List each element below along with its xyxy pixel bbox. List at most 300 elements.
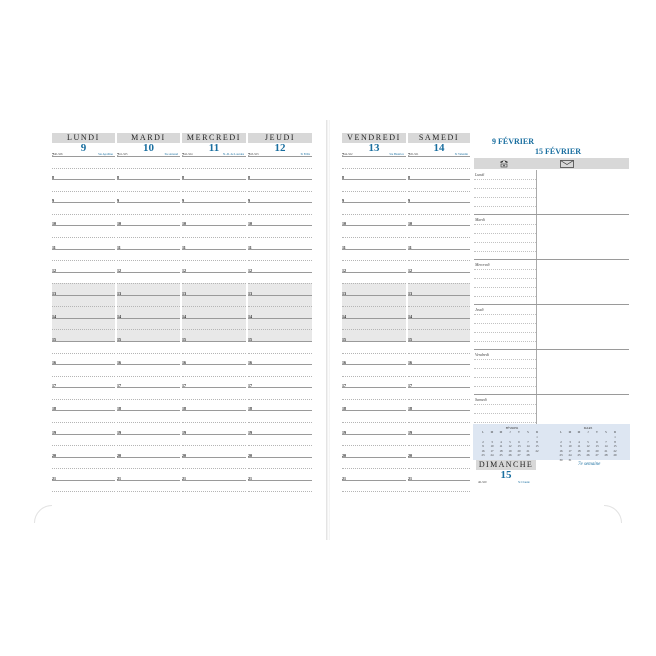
week-end-date: 15 FÉVRIER [535,147,582,156]
mini-calendar-day: 11 [577,444,581,448]
half-hour-line[interactable] [182,283,246,284]
lunch-band [117,283,180,341]
mini-calendar-weekday: M [499,430,503,434]
day-ordinal: 45-321 [410,152,419,156]
hour-label: 19 [117,429,121,435]
hour-label: 11 [52,244,56,250]
hour-label: 7 [117,152,119,157]
hour-label: 15 [117,337,121,342]
hour-label: 12 [408,267,412,273]
mini-calendar-day: 19 [586,448,590,453]
hour-label: 18 [52,406,56,412]
hour-line[interactable] [182,202,246,203]
mini-calendar-day: 17 [490,448,494,453]
mini-calendar-weekday: S [605,430,607,434]
half-hour-line[interactable] [248,491,312,492]
half-hour-line[interactable] [52,329,115,330]
mini-calendar-day: 6 [518,439,520,444]
hour-label: 7 [52,152,54,157]
hour-line[interactable] [248,225,312,226]
mini-calendar-day: 11 [499,444,503,448]
mini-calendar-day: 16 [559,448,563,453]
hour-label: 12 [117,267,121,273]
mini-calendar-day: 9 [560,444,562,448]
mini-calendar-weekday: M [568,430,572,434]
hour-label: 12 [182,267,186,273]
hour-line[interactable] [182,156,246,157]
day-name: LUNDI [67,133,100,142]
hour-line[interactable] [182,225,246,226]
hour-line[interactable] [117,272,180,273]
note-line [474,341,536,342]
hour-label: 13 [52,290,56,296]
saint-name: St Félix [300,152,310,156]
hour-label: 10 [342,221,346,227]
half-hour-line[interactable] [248,283,312,284]
half-hour-line[interactable] [52,491,115,492]
hour-label: 20 [182,452,186,458]
note-day-label: Samedi [475,397,487,402]
mini-calendar-week [479,453,549,458]
note-block[interactable] [474,305,629,350]
note-line [474,368,536,369]
mini-calendar-day: 13 [517,444,521,448]
hour-line[interactable] [52,341,115,342]
hour-label: 15 [182,337,186,342]
hour-label: 21 [52,475,56,481]
note-line [474,377,536,378]
half-hour-line[interactable] [182,422,246,423]
mini-calendar-day: 12 [586,444,590,448]
hour-line[interactable] [248,387,312,388]
hour-line[interactable] [117,387,180,388]
hour-line[interactable] [117,457,180,458]
mini-calendar-day: 20 [517,448,521,453]
mini-calendar-day: 25 [577,453,581,457]
mini-calendar-day: 5 [587,439,589,444]
hour-line[interactable] [248,341,312,342]
hour-line[interactable] [248,410,312,411]
mini-calendar-day: 26 [586,453,590,457]
hour-line[interactable] [248,434,312,435]
half-hour-line[interactable] [52,191,115,192]
half-hour-line[interactable] [182,191,246,192]
mini-calendar-day: 9 [482,444,484,448]
mini-calendar-day: 5 [509,439,511,444]
note-block[interactable] [474,350,629,395]
week-start-date: 9 FÉVRIER [492,137,535,146]
hour-line[interactable] [182,318,246,319]
mini-calendar-day: 3 [491,439,493,444]
half-hour-line[interactable] [248,353,312,354]
hour-line[interactable] [248,364,312,365]
half-hour-line[interactable] [117,399,180,400]
mini-calendar-weekday: D [613,430,617,434]
hour-line[interactable] [182,272,246,273]
half-hour-line[interactable] [52,468,115,469]
half-hour-line[interactable] [52,306,115,307]
hour-line[interactable] [248,457,312,458]
side-panel [328,0,656,656]
hour-label: 16 [117,360,121,366]
mini-calendar-day: 28 [526,453,530,457]
hour-line[interactable] [182,295,246,296]
mini-calendar-day: 10 [490,444,494,448]
half-hour-line[interactable] [248,468,312,469]
mini-calendar-day: 4 [578,439,580,444]
hour-label: 7 [182,152,184,157]
hour-label: 13 [248,290,252,296]
hour-line[interactable] [52,318,115,319]
day-number: 14 [433,142,445,154]
note-day-label: Lundi [475,172,485,177]
hour-line[interactable] [52,179,115,180]
mini-calendar-day: 2 [482,439,484,444]
day-ordinal: 40-326 [54,152,63,156]
mini-calendar-weekday: M [577,430,581,434]
mini-calendar-day: 7 [527,439,529,444]
mini-calendar-day: 28 [604,453,608,457]
mini-calendar-day: 1 [614,435,616,439]
hour-line[interactable] [248,179,312,180]
note-line [474,251,536,252]
mini-calendar-day: 31 [568,457,572,462]
half-hour-line[interactable] [248,191,312,192]
mini-calendar-day: 23 [481,453,485,457]
hour-line[interactable] [52,156,115,157]
hour-label: 17 [408,383,412,389]
hour-line[interactable] [248,295,312,296]
hour-line[interactable] [52,364,115,365]
hour-line[interactable] [52,410,115,411]
note-line [474,314,536,315]
hour-label: 9 [342,198,344,204]
hour-line[interactable] [117,341,180,342]
day-ordinal: 43-323 [250,152,259,156]
day-ordinal: 44-322 [344,152,353,156]
half-hour-line[interactable] [117,237,180,238]
mini-calendar-day: 15 [613,444,617,448]
half-hour-line[interactable] [248,168,312,169]
note-day-label: Mardi [475,217,485,222]
half-hour-line[interactable] [248,214,312,215]
hour-line[interactable] [117,225,180,226]
mini-calendar-day: 14 [604,444,608,448]
note-line [474,404,536,405]
mini-calendar-day: 13 [595,444,599,448]
day-number: 13 [368,142,380,154]
hour-label: 15 [408,337,412,342]
half-hour-line[interactable] [52,422,115,423]
note-line [474,359,536,360]
hour-line[interactable] [248,480,312,481]
hour-label: 16 [182,360,186,366]
hour-label: 14 [182,313,186,319]
hour-line[interactable] [248,156,312,157]
note-line [474,296,536,297]
hour-label: 19 [182,429,186,435]
note-block[interactable] [474,170,629,215]
mini-calendar-day: 29 [613,453,617,457]
hour-label: 11 [408,244,412,250]
hour-line[interactable] [182,457,246,458]
day-number: 9 [80,142,87,154]
note-line [474,269,536,270]
hour-line[interactable] [182,410,246,411]
hour-line[interactable] [117,249,180,250]
half-hour-line[interactable] [117,329,180,330]
half-hour-line[interactable] [52,399,115,400]
mini-calendar-weekday: J [587,430,589,434]
mini-calendar-day: 14 [526,444,530,448]
hour-label: 21 [408,475,412,481]
day-name: VENDREDI [347,133,401,142]
half-hour-line[interactable] [52,445,115,446]
hour-line[interactable] [52,480,115,481]
note-line [474,188,536,189]
hour-label: 15 [248,337,252,342]
mini-calendar-day: 20 [595,448,599,453]
half-hour-line[interactable] [182,445,246,446]
hour-label: 12 [342,267,346,273]
hour-label: 9 [117,198,119,204]
hour-line[interactable] [117,179,180,180]
hour-label: 18 [182,406,186,412]
half-hour-line[interactable] [182,306,246,307]
note-block[interactable] [474,215,629,260]
note-line [474,206,536,207]
hour-label: 9 [52,198,54,204]
hour-label: 18 [117,406,121,412]
hour-label: 19 [408,429,412,435]
hour-line[interactable] [52,434,115,435]
hour-line[interactable] [182,249,246,250]
mini-calendar-weekday: D [535,430,539,434]
half-hour-line[interactable] [182,329,246,330]
hour-label: 17 [342,383,346,389]
hour-line[interactable] [182,434,246,435]
half-hour-line[interactable] [182,491,246,492]
hour-line[interactable] [117,202,180,203]
note-block[interactable] [474,260,629,305]
hour-label: 10 [117,221,121,227]
hour-line[interactable] [182,480,246,481]
mini-calendar-day: 6 [596,439,598,444]
hour-label: 9 [248,198,250,204]
hour-line[interactable] [52,387,115,388]
hour-line[interactable] [117,318,180,319]
half-hour-line[interactable] [52,260,115,261]
note-line [474,179,536,180]
mini-calendar-weekday: S [527,430,529,434]
half-hour-line[interactable] [182,353,246,354]
hour-line[interactable] [248,318,312,319]
hour-label: 20 [248,452,252,458]
note-day-label: Jeudi [475,307,484,312]
half-hour-line[interactable] [117,376,180,377]
hour-line[interactable] [117,434,180,435]
hour-line[interactable] [248,202,312,203]
hour-label: 8 [117,175,119,181]
hour-line[interactable] [52,249,115,250]
day-number: 11 [208,142,220,154]
mini-calendar-day: 26 [508,453,512,457]
note-line [474,386,536,387]
half-hour-line[interactable] [52,214,115,215]
half-hour-line[interactable] [52,283,115,284]
hour-line[interactable] [117,480,180,481]
hour-label: 11 [342,244,346,250]
hour-label: 19 [342,429,346,435]
hour-line[interactable] [182,341,246,342]
mini-calendar-weekday: V [517,430,521,434]
mini-calendar-day: 24 [490,453,494,457]
half-hour-line[interactable] [248,399,312,400]
mini-calendar-day: 7 [605,439,607,444]
mini-calendar-day: 8 [536,439,538,444]
half-hour-line[interactable] [248,260,312,261]
mini-calendar-month: FÉVRIER [505,426,519,430]
mini-calendar-day: 27 [595,453,599,457]
note-line [474,224,536,225]
half-hour-line[interactable] [52,353,115,354]
hour-line[interactable] [182,364,246,365]
mini-calendar-weekday: M [490,430,494,434]
saint-name: Ste Béatrice [389,152,404,156]
half-hour-line[interactable] [117,491,180,492]
hour-label: 20 [117,452,121,458]
mini-calendar-weekday: V [595,430,599,434]
mini-calendar-month: MARS [583,426,593,430]
hour-label: 7 [408,152,410,157]
hour-label: 16 [248,360,252,366]
hour-label: 8 [182,175,184,181]
mini-calendar [473,424,630,460]
hour-label: 14 [117,313,121,319]
half-hour-line[interactable] [248,445,312,446]
half-hour-line[interactable] [182,237,246,238]
half-hour-line[interactable] [52,168,115,169]
half-hour-line[interactable] [117,468,180,469]
half-hour-line[interactable] [117,214,180,215]
hour-label: 15 [52,337,56,342]
sunday-name: DIMANCHE [478,460,534,469]
hour-label: 11 [117,244,121,250]
half-hour-line[interactable] [117,306,180,307]
weekly-notes [474,170,629,425]
hour-label: 18 [408,406,412,412]
hour-line[interactable] [117,364,180,365]
mini-calendar-weekday: L [482,430,484,434]
mini-calendar-day: 2 [560,439,562,444]
half-hour-line[interactable] [182,399,246,400]
half-hour-line[interactable] [117,260,180,261]
half-hour-line[interactable] [117,422,180,423]
half-hour-line[interactable] [182,376,246,377]
half-hour-line[interactable] [117,191,180,192]
lunch-band [52,283,115,341]
half-hour-line[interactable] [182,168,246,169]
half-hour-line[interactable] [117,168,180,169]
note-day-label: Vendredi [475,352,490,357]
hour-line[interactable] [117,410,180,411]
saint-name: N.-D. de Lourdes [223,152,244,156]
hour-label: 12 [248,267,252,273]
half-hour-line[interactable] [248,376,312,377]
hour-label: 13 [408,290,412,296]
hour-line[interactable] [52,457,115,458]
half-hour-line[interactable] [52,237,115,238]
hour-line[interactable] [182,387,246,388]
day-name: JEUDI [264,133,296,142]
lunch-band [248,283,312,341]
hour-label: 8 [248,175,250,181]
half-hour-line[interactable] [182,214,246,215]
mini-calendar-day: 24 [568,453,572,457]
hour-label: 10 [248,221,252,227]
hour-label: 12 [52,267,56,273]
hour-label: 17 [117,383,121,389]
half-hour-line[interactable] [182,468,246,469]
half-hour-line[interactable] [248,306,312,307]
half-hour-line[interactable] [117,353,180,354]
mini-calendar-day: 4 [500,439,502,444]
saint-name: St Valentin [454,152,468,156]
hour-label: 11 [182,244,186,250]
day-number: 12 [274,142,286,154]
hour-line[interactable] [248,249,312,250]
mini-calendar-day: 17 [568,448,572,453]
half-hour-line[interactable] [248,422,312,423]
day-number: 10 [143,142,154,154]
mini-calendar-weekday: J [509,430,511,434]
note-line [474,242,536,243]
hour-line[interactable] [52,225,115,226]
hour-line[interactable] [248,272,312,273]
lunch-band [182,283,246,341]
day-column-tuesday [117,133,180,525]
mail-icon [560,160,574,168]
half-hour-line[interactable] [117,445,180,446]
note-line [474,287,536,288]
hour-line[interactable] [182,179,246,180]
hour-line[interactable] [52,272,115,273]
mini-calendar-day: 1 [536,435,538,439]
hour-label: 21 [248,475,252,481]
hour-label: 14 [342,313,346,319]
half-hour-line[interactable] [182,260,246,261]
half-hour-line[interactable] [248,237,312,238]
half-hour-line[interactable] [248,329,312,330]
note-line [474,197,536,198]
half-hour-line[interactable] [52,376,115,377]
hour-line[interactable] [117,295,180,296]
hour-label: 19 [248,429,252,435]
sunday-saint: St Claude [518,480,530,484]
hour-label: 18 [248,406,252,412]
half-hour-line[interactable] [117,283,180,284]
day-name: MERCREDI [186,133,242,142]
hour-line[interactable] [117,156,180,157]
hour-label: 8 [52,175,54,181]
hour-label: 13 [342,290,346,296]
note-line [474,323,536,324]
mini-calendar-day: 16 [481,448,485,453]
hour-line[interactable] [52,202,115,203]
hour-line[interactable] [52,295,115,296]
hour-label: 17 [182,383,186,389]
hour-label: 20 [408,452,412,458]
